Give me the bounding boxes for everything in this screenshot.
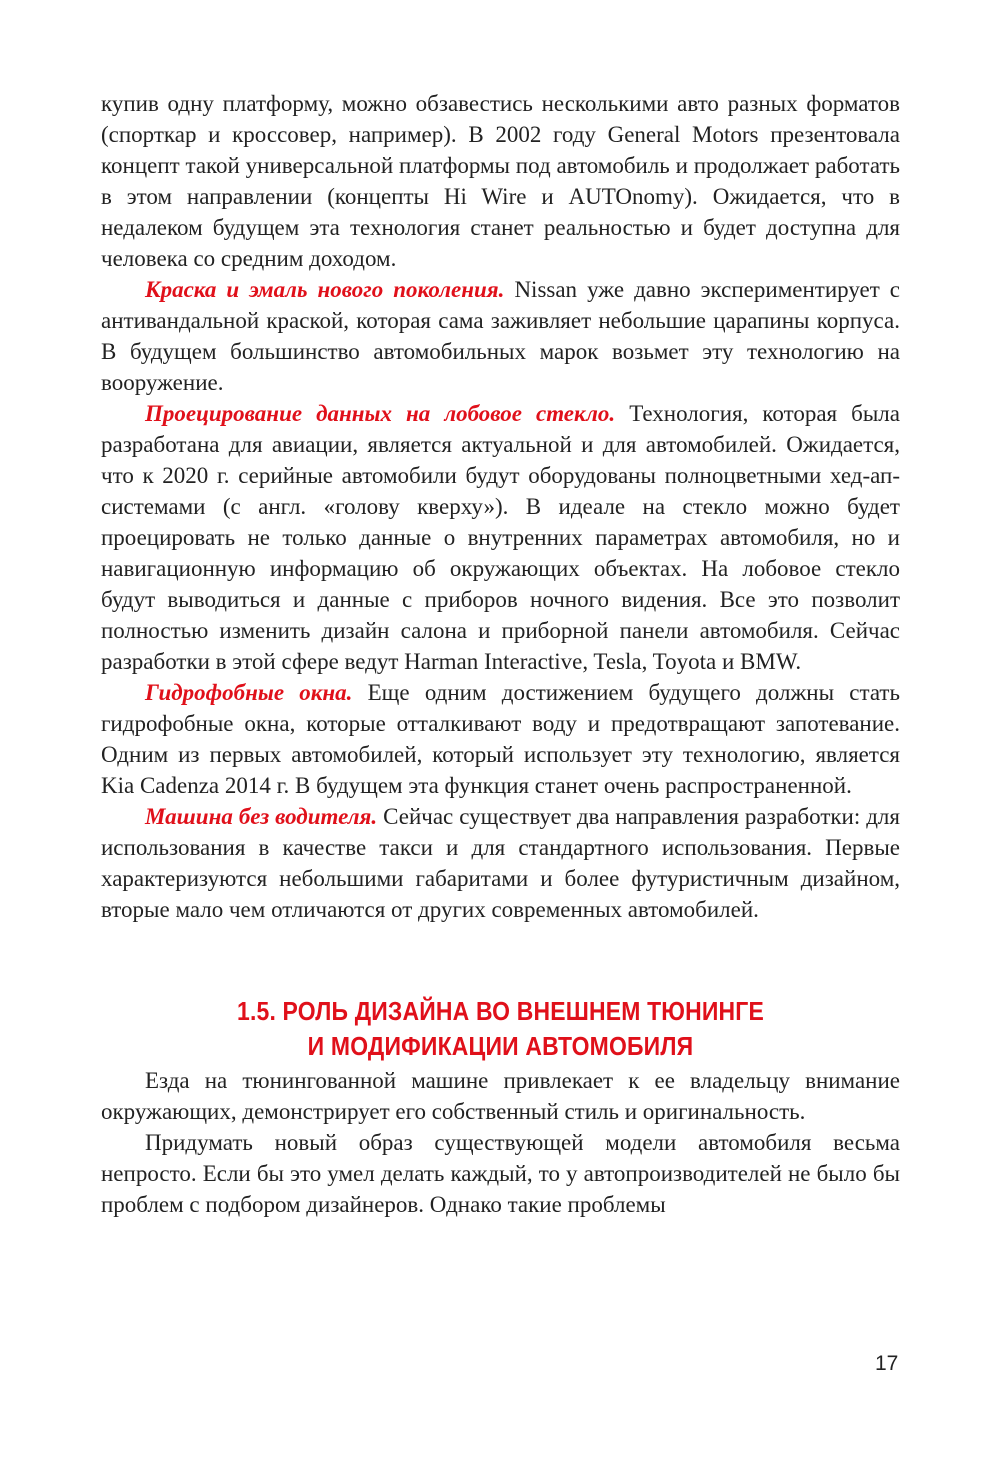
- term-hydrophobic: Гидрофобные окна.: [145, 680, 353, 705]
- section-heading-line2: И МОДИФИКАЦИИ АВТОМОБИЛЯ: [307, 1033, 694, 1061]
- paragraph-hud: [101, 398, 900, 677]
- paragraph-paint: [101, 274, 900, 398]
- paragraph-driverless: [101, 801, 900, 925]
- section-heading-line1: 1.5. РОЛЬ ДИЗАЙНА ВО ВНЕШНЕМ ТЮНИНГЕ: [236, 998, 764, 1026]
- paragraph-text: Сейчас существует два направления разработки: для использования в качестве такси и для стандартного использования. Первые характеризуются небольшими габаритами и более футуристичным дизайном, вторые мало чем отличаются от других современных автомобилей.: [101, 804, 900, 922]
- page-number: 17: [875, 1352, 899, 1375]
- section-paragraph-1: Езда на тюнингованной машине привлекает к ее владельцу внимание окружающих, демонстрирует его собственный стиль и оригинальность.: [101, 1068, 900, 1124]
- term-paint: Краска и эмаль нового поколения.: [145, 277, 505, 302]
- section-paragraph-2: Придумать новый образ существующей модели автомобиля весьма непросто. Если бы это умел делать каждый, то у автопроизводителей не было бы проблем с подбором дизайнеров. Однако такие проблемы: [101, 1130, 900, 1217]
- term-hud: Проецирование данных на лобовое стекло.: [145, 401, 616, 426]
- paragraph-continuation: [101, 88, 900, 274]
- paragraph-text: Еще одним достижением будущего должны стать гидрофобные окна, которые отталкивают воду и предотвращают запотевание. Одним из первых автомобилей, который использует эту технологию, является Kia Cadenza 2014 г. В будущем эта функция станет очень распространенной.: [101, 680, 900, 798]
- paragraph-text: купив одну платформу, можно обзавестись несколькими авто разных форматов (спорткар и кроссовер, например). В 2002 году General Motors презентовала концепт такой универсальной платформы под автомобиль и продолжает работать в этом направлении (концепты Hi Wire и AUTOnomy). Ожидается, что в недалеком будущем эта технология станет реальностью и будет доступна для человека со средним доходом.: [101, 91, 900, 271]
- section-heading: [141, 995, 860, 1065]
- term-driverless: Машина без водителя.: [145, 804, 378, 829]
- page-body: [101, 88, 900, 1220]
- paragraph-text: Технология, которая была разработана для авиации, является актуальной и для автомобилей. Ожидается, что к 2020 г. серийные автомобили будут оборудованы полноцветными хед-ап-системами (с англ. «голову кверху»). В идеале на стекло можно будет проецировать не только данные о внутренних параметрах автомобиля, но и навигационную информацию об окружающих объектах. На лобовое стекло будут выводиться и данные с приборов ночного видения. Все это позволит полностью изменить дизайн салона и приборной панели автомобиля. Сейчас разработки в этой сфере ведут Harman Interactive, Tesla, Toyota и BMW.: [101, 401, 900, 674]
- paragraph-text: Nissan уже давно экспериментирует с антивандальной краской, которая сама заживляет небольшие царапины корпуса. В будущем большинство автомобильных марок возьмет эту технологию на вооружение.: [101, 277, 901, 395]
- paragraph-hydrophobic: [101, 677, 900, 801]
